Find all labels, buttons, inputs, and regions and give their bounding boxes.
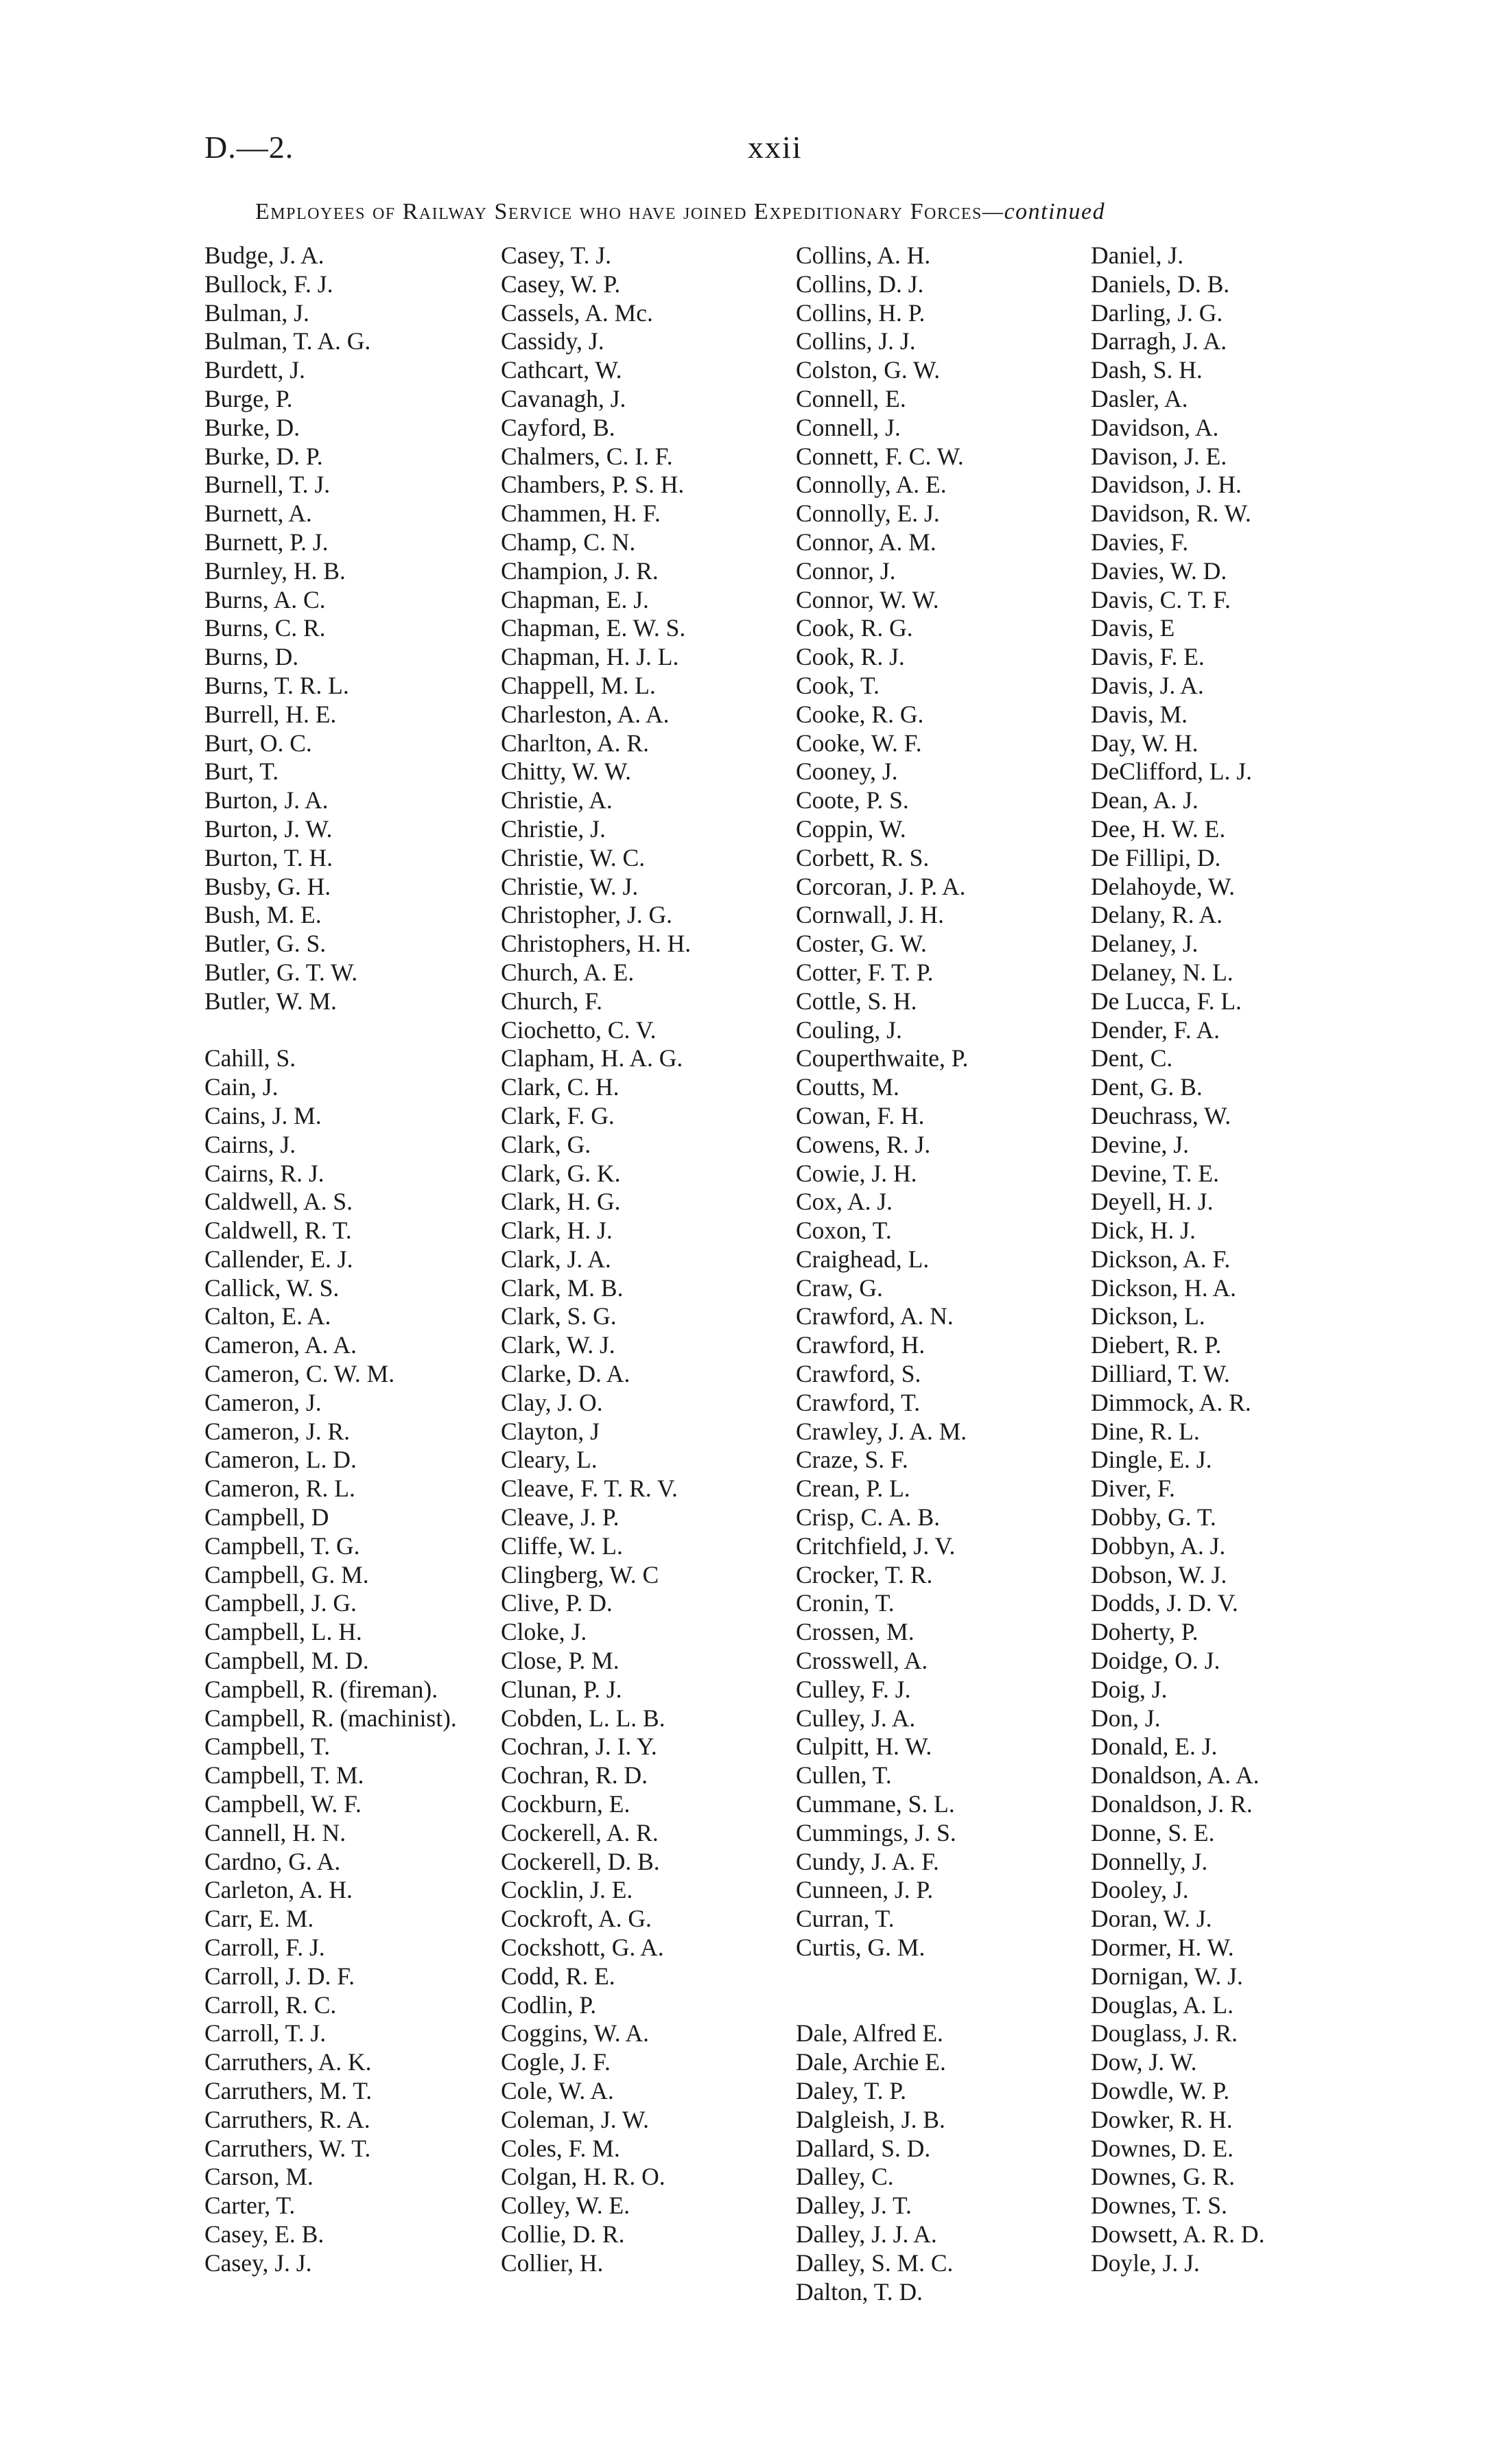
list-item: Codd, R. E. (501, 1962, 615, 1990)
list-item: Davis, J. A. (1091, 671, 1204, 699)
list-item: Connolly, E. J. (796, 500, 940, 528)
list-item: Dalgleish, J. B. (796, 2105, 945, 2133)
list-item: Davies, W. D. (1091, 556, 1227, 585)
list-item: Campbell, R. (fireman). (204, 1675, 438, 1703)
list-item: Davis, M. (1091, 700, 1188, 728)
list-item: Diver, F. (1091, 1475, 1175, 1503)
list-item: Crawford, A. N. (796, 1302, 954, 1330)
list-item: Dornigan, W. J. (1091, 1962, 1243, 1990)
page-code: D.—2. (204, 130, 294, 165)
list-item: Casey, E. B. (204, 2220, 324, 2248)
list-item: Chapman, E. J. (501, 585, 649, 613)
list-item: Collins, D. J. (796, 270, 924, 298)
list-item: Campbell, W. F. (204, 1790, 362, 1818)
list-item: Burns, A. C. (204, 585, 326, 613)
list-item: Cobden, L. L. B. (501, 1704, 665, 1732)
list-item: Delany, R. A. (1091, 901, 1223, 929)
list-item: Dickson, H. A. (1091, 1274, 1237, 1302)
list-item: Dalley, C. (796, 2163, 894, 2191)
list-item: Daniels, D. B. (1091, 270, 1230, 298)
list-item: Clark, F. G. (501, 1101, 615, 1129)
list-item: Collier, H. (501, 2249, 604, 2277)
list-item: Cardno, G. A. (204, 1847, 341, 1875)
list-item: Bulman, J. (204, 298, 309, 327)
name-column-2 (501, 242, 691, 2278)
list-item: Corcoran, J. P. A. (796, 872, 966, 900)
list-item: Ciochetto, C. V. (501, 1016, 657, 1044)
list-item: Culley, F. J. (796, 1675, 911, 1703)
list-item: Clay, J. O. (501, 1388, 603, 1416)
name-column-4 (1091, 242, 1264, 2278)
list-item: Dalley, S. M. C. (796, 2249, 954, 2277)
list-item: Clapham, H. A. G. (501, 1044, 683, 1072)
list-item: Cook, R. G. (796, 614, 913, 642)
list-item: Christie, J. (501, 814, 606, 843)
list-item: Daniel, J. (1091, 242, 1184, 269)
list-item: Couperthwaite, P. (796, 1044, 969, 1072)
list-item: Cameron, J. (204, 1388, 322, 1416)
list-item: Cockroft, A. G. (501, 1905, 652, 1933)
list-item: Culley, J. A. (796, 1704, 916, 1732)
list-item: Cochran, J. I. Y. (501, 1733, 657, 1761)
list-item: Cochran, R. D. (501, 1761, 648, 1790)
list-item: Don, J. (1091, 1704, 1161, 1732)
list-item: Burnley, H. B. (204, 556, 346, 585)
list-item: DeClifford, L. J. (1091, 758, 1252, 786)
list-item: Carroll, T. J. (204, 2019, 327, 2048)
list-item: Carson, M. (204, 2163, 314, 2191)
list-item: Cliffe, W. L. (501, 1532, 623, 1560)
list-item: Christie, A. (501, 786, 613, 814)
list-item: Bullock, F. J. (204, 270, 333, 298)
list-item: Chitty, W. W. (501, 758, 632, 786)
list-item: Chappell, M. L. (501, 671, 656, 699)
list-item: Dobbyn, A. J. (1091, 1532, 1226, 1560)
list-item: Craze, S. F. (796, 1446, 908, 1474)
list-item: Colgan, H. R. O. (501, 2163, 665, 2191)
list-item: Day, W. H. (1091, 729, 1199, 757)
list-item: Burns, D. (204, 643, 299, 671)
list-item: Callender, E. J. (204, 1245, 353, 1273)
list-item: Cockerell, D. B. (501, 1847, 660, 1875)
list-item: Dine, R. L. (1091, 1417, 1200, 1445)
list-item: Cairns, J. (204, 1130, 296, 1158)
list-item: Chammen, H. F. (501, 500, 661, 528)
list-item: Campbell, T. (204, 1733, 331, 1761)
list-item: Coutts, M. (796, 1073, 899, 1101)
list-item: Cottle, S. H. (796, 987, 917, 1015)
list-item: Clark, G. K. (501, 1159, 621, 1187)
list-item: Cavanagh, J. (501, 384, 626, 412)
list-item: Casey, J. J. (204, 2249, 312, 2277)
list-item: Dickson, A. F. (1091, 1245, 1231, 1273)
list-item: Collins, A. H. (796, 242, 931, 269)
list-item: Coleman, J. W. (501, 2105, 649, 2133)
list-item: Carter, T. (204, 2192, 296, 2220)
list-item: Cains, J. M. (204, 1101, 322, 1129)
list-item: Campbell, R. (machinist). (204, 1704, 457, 1732)
list-item: Dobson, W. J. (1091, 1560, 1227, 1588)
list-item: Couling, J. (796, 1016, 902, 1044)
list-item: Darragh, J. A. (1091, 327, 1227, 355)
list-item: Cairns, R. J. (204, 1159, 324, 1187)
heading-title: Employees of Railway Service who have joined Expeditionary Forces (255, 199, 982, 224)
list-item: Cogle, J. F. (501, 2048, 611, 2076)
list-item: Church, F. (501, 987, 603, 1015)
list-item: Collins, H. P. (796, 298, 925, 327)
list-item: Donaldson, J. R. (1091, 1790, 1253, 1818)
list-item: Cooke, R. G. (796, 700, 924, 728)
column-gap (796, 1962, 968, 1991)
list-item: Cornwall, J. H. (796, 901, 944, 929)
list-item: Donaldson, A. A. (1091, 1761, 1260, 1790)
list-item: Christie, W. J. (501, 872, 639, 900)
list-item: Cole, W. A. (501, 2077, 614, 2104)
list-item: Doidge, O. J. (1091, 1647, 1220, 1675)
column-gap (796, 1991, 968, 2020)
list-item: Campbell, T. G. (204, 1532, 360, 1560)
list-item: Delahoyde, W. (1091, 872, 1236, 900)
list-item: Campbell, T. M. (204, 1761, 364, 1790)
list-item: Christophers, H. H. (501, 930, 692, 958)
list-item: Cocklin, J. E. (501, 1876, 633, 1904)
list-item: Busby, G. H. (204, 872, 331, 900)
column-gap (204, 1016, 457, 1045)
list-item: Cannell, H. N. (204, 1818, 346, 1846)
list-item: De Fillipi, D. (1091, 843, 1221, 871)
list-item: Cook, R. J. (796, 643, 905, 671)
list-item: Connett, F. C. W. (796, 442, 964, 470)
list-item: Clark, G. (501, 1130, 591, 1158)
list-item: Christie, W. C. (501, 843, 646, 871)
list-item: Coles, F. M. (501, 2134, 620, 2162)
list-item: Clark, W. J. (501, 1331, 615, 1359)
list-item: Chambers, P. S. H. (501, 471, 685, 499)
list-item: Crawford, T. (796, 1388, 921, 1416)
list-item: Burke, D. P. (204, 442, 323, 470)
list-item: Donnelly, J. (1091, 1847, 1208, 1875)
list-item: Butler, W. M. (204, 987, 337, 1015)
list-item: Connell, J. (796, 413, 901, 441)
list-item: Burt, T. (204, 758, 279, 786)
list-item: Charlton, A. R. (501, 729, 649, 757)
list-item: Corbett, R. S. (796, 843, 930, 871)
list-item: Cockshott, G. A. (501, 1934, 664, 1962)
list-item: Clark, C. H. (501, 1073, 619, 1101)
list-item: Carroll, R. C. (204, 1991, 337, 2019)
list-item: Clingberg, W. C (501, 1560, 659, 1588)
list-item: Clarke, D. A. (501, 1360, 630, 1388)
list-item: Campbell, G. M. (204, 1560, 369, 1588)
list-item: Burdett, J. (204, 356, 305, 384)
list-item: Dale, Alfred E. (796, 2019, 943, 2048)
heading-continued: —continued (982, 199, 1106, 224)
list-item: Dowdle, W. P. (1091, 2077, 1230, 2104)
list-item: Carleton, A. H. (204, 1876, 353, 1904)
list-item: Donald, E. J. (1091, 1733, 1218, 1761)
list-item: Cleary, L. (501, 1446, 598, 1474)
list-item: Charleston, A. A. (501, 700, 670, 728)
list-item: Cummings, J. S. (796, 1818, 956, 1846)
list-item: Champion, J. R. (501, 556, 659, 585)
list-item: Dilliard, T. W. (1091, 1360, 1230, 1388)
list-item: Bulman, T. A. G. (204, 327, 371, 355)
list-item: Carr, E. M. (204, 1905, 314, 1933)
list-item: Cundy, J. A. F. (796, 1847, 939, 1875)
list-item: Coote, P. S. (796, 786, 909, 814)
list-item: Collins, J. J. (796, 327, 916, 355)
list-item: Burns, T. R. L. (204, 671, 349, 699)
list-item: Crisp, C. A. B. (796, 1503, 941, 1532)
list-item: Cloke, J. (501, 1618, 587, 1646)
list-item: Burnett, A. (204, 500, 312, 528)
list-item: Doherty, P. (1091, 1618, 1199, 1646)
list-item: Doran, W. J. (1091, 1905, 1212, 1933)
list-item: Burnell, T. J. (204, 471, 331, 499)
list-item: Clunan, P. J. (501, 1675, 622, 1703)
list-item: Dash, S. H. (1091, 356, 1203, 384)
list-item: Dalley, J. J. A. (796, 2220, 937, 2248)
list-item: Cockburn, E. (501, 1790, 630, 1818)
list-item: Crean, P. L. (796, 1475, 910, 1503)
list-item: Dodds, J. D. V. (1091, 1589, 1238, 1617)
list-item: Coppin, W. (796, 814, 906, 843)
list-item: Dent, C. (1091, 1044, 1173, 1072)
list-item: Cameron, J. R. (204, 1417, 350, 1445)
list-item: Dormer, H. W. (1091, 1934, 1234, 1962)
list-item: Cameron, A. A. (204, 1331, 357, 1359)
list-item: Deuchrass, W. (1091, 1101, 1231, 1129)
list-item: Carruthers, A. K. (204, 2048, 372, 2076)
list-item: Cassidy, J. (501, 327, 604, 355)
list-item: Burke, D. (204, 413, 300, 441)
list-item: Cathcart, W. (501, 356, 622, 384)
list-item: Davis, C. T. F. (1091, 585, 1231, 613)
list-item: De Lucca, F. L. (1091, 987, 1242, 1015)
list-item: Dooley, J. (1091, 1876, 1189, 1904)
list-item: Dean, A. J. (1091, 786, 1199, 814)
list-item: Critchfield, J. V. (796, 1532, 956, 1560)
list-item: Calton, E. A. (204, 1302, 331, 1330)
list-item: Coggins, W. A. (501, 2019, 650, 2048)
list-item: Connor, W. W. (796, 585, 939, 613)
page-number: xxii (748, 130, 803, 165)
list-item: Crawford, H. (796, 1331, 925, 1359)
list-item: Carroll, J. D. F. (204, 1962, 355, 1990)
list-item: Clayton, J (501, 1417, 600, 1445)
list-item: Cotter, F. T. P. (796, 958, 934, 986)
list-item: Cahill, S. (204, 1044, 296, 1072)
list-item: Dender, F. A. (1091, 1016, 1220, 1044)
list-item: Dalton, T. D. (796, 2277, 923, 2305)
list-item: Craw, G. (796, 1274, 883, 1302)
list-item: Douglas, A. L. (1091, 1991, 1234, 2019)
list-item: Collie, D. R. (501, 2220, 625, 2248)
list-item: Church, A. E. (501, 958, 635, 986)
list-item: Downes, G. R. (1091, 2163, 1236, 2191)
list-item: Bush, M. E. (204, 901, 322, 929)
list-item: Davidson, A. (1091, 413, 1219, 441)
list-item: Deyell, H. J. (1091, 1188, 1214, 1216)
list-item: Champ, C. N. (501, 528, 636, 556)
list-item: Burton, T. H. (204, 843, 333, 871)
list-item: Butler, G. S. (204, 930, 327, 958)
list-item: Davison, J. E. (1091, 442, 1227, 470)
list-item: Campbell, L. H. (204, 1618, 362, 1646)
list-item: Devine, T. E. (1091, 1159, 1219, 1187)
list-item: Burton, J. W. (204, 814, 333, 843)
list-item: Connell, E. (796, 384, 906, 412)
list-item: Curran, T. (796, 1905, 895, 1933)
list-item: Craighead, L. (796, 1245, 930, 1273)
list-item: Cowan, F. H. (796, 1101, 925, 1129)
list-item: Cleave, F. T. R. V. (501, 1475, 678, 1503)
list-item: Douglass, J. R. (1091, 2019, 1238, 2048)
list-item: Clark, H. G. (501, 1188, 621, 1216)
list-item: Davidson, R. W. (1091, 500, 1251, 528)
list-item: Connor, A. M. (796, 528, 936, 556)
list-item: Daley, T. P. (796, 2077, 907, 2104)
list-item: Davies, F. (1091, 528, 1189, 556)
list-item: Casey, W. P. (501, 270, 621, 298)
list-item: Crossen, M. (796, 1618, 914, 1646)
list-item: Close, P. M. (501, 1647, 619, 1675)
list-item: Colston, G. W. (796, 356, 941, 384)
list-item: Darling, J. G. (1091, 298, 1223, 327)
list-item: Devine, J. (1091, 1130, 1189, 1158)
list-item: Davis, F. E. (1091, 643, 1205, 671)
list-item: Dickson, L. (1091, 1302, 1205, 1330)
list-item: Crawford, S. (796, 1360, 921, 1388)
list-item: Downes, T. S. (1091, 2192, 1227, 2220)
list-item: Carruthers, R. A. (204, 2105, 370, 2133)
list-item: Clark, S. G. (501, 1302, 617, 1330)
list-item: Dee, H. W. E. (1091, 814, 1226, 843)
list-item: Cooke, W. F. (796, 729, 922, 757)
page-heading (255, 199, 1325, 225)
list-item: Dick, H. J. (1091, 1217, 1196, 1245)
list-item: Clive, P. D. (501, 1589, 613, 1617)
list-item: Casey, T. J. (501, 242, 612, 269)
list-item: Crocker, T. R. (796, 1560, 933, 1588)
list-item: Donne, S. E. (1091, 1818, 1215, 1846)
list-item: Colley, W. E. (501, 2192, 630, 2220)
list-item: Dingle, E. J. (1091, 1446, 1212, 1474)
list-item: Chalmers, C. I. F. (501, 442, 673, 470)
list-item: Dent, G. B. (1091, 1073, 1203, 1101)
list-item: Dowsett, A. R. D. (1091, 2220, 1265, 2248)
list-item: Dalley, J. T. (796, 2192, 912, 2220)
list-item: Cooney, J. (796, 758, 898, 786)
list-item: Campbell, J. G. (204, 1589, 357, 1617)
list-item: Davidson, J. H. (1091, 471, 1242, 499)
list-item: Burns, C. R. (204, 614, 326, 642)
list-item: Delaney, J. (1091, 930, 1199, 958)
list-item: Callick, W. S. (204, 1274, 340, 1302)
list-item: Coster, G. W. (796, 930, 927, 958)
list-item: Burton, J. A. (204, 786, 329, 814)
list-item: Delaney, N. L. (1091, 958, 1234, 986)
list-item: Campbell, D (204, 1503, 329, 1532)
list-item: Cassels, A. Mc. (501, 298, 653, 327)
list-item: Cleave, J. P. (501, 1503, 619, 1532)
list-item: Carroll, F. J. (204, 1934, 325, 1962)
list-item: Dowker, R. H. (1091, 2105, 1233, 2133)
list-item: Culpitt, H. W. (796, 1733, 932, 1761)
list-item: Cowie, J. H. (796, 1159, 917, 1187)
list-item: Dimmock, A. R. (1091, 1388, 1251, 1416)
list-item: Coxon, T. (796, 1217, 892, 1245)
name-column-1 (204, 242, 457, 2278)
list-item: Clark, H. J. (501, 1217, 613, 1245)
list-item: Cullen, T. (796, 1761, 892, 1790)
list-item: Cameron, C. W. M. (204, 1360, 395, 1388)
list-item: Budge, J. A. (204, 242, 324, 269)
list-item: Caldwell, R. T. (204, 1217, 352, 1245)
list-item: Diebert, R. P. (1091, 1331, 1222, 1359)
list-item: Doyle, J. J. (1091, 2249, 1200, 2277)
list-item: Butler, G. T. W. (204, 958, 358, 986)
list-item: Christopher, J. G. (501, 901, 673, 929)
list-item: Downes, D. E. (1091, 2134, 1234, 2162)
list-item: Carruthers, M. T. (204, 2077, 373, 2104)
list-item: Codlin, P. (501, 1991, 597, 2019)
list-item: Curtis, G. M. (796, 1934, 925, 1962)
list-item: Cain, J. (204, 1073, 279, 1101)
list-item: Campbell, M. D. (204, 1647, 369, 1675)
list-item: Chapman, E. W. S. (501, 614, 686, 642)
list-item: Burrell, H. E. (204, 700, 337, 728)
list-item: Dale, Archie E. (796, 2048, 946, 2076)
list-item: Clark, J. A. (501, 1245, 611, 1273)
list-item: Dobby, G. T. (1091, 1503, 1216, 1532)
list-item: Carruthers, W. T. (204, 2134, 371, 2162)
list-item: Cayford, B. (501, 413, 615, 441)
list-item: Burge, P. (204, 384, 293, 412)
list-item: Cook, T. (796, 671, 880, 699)
list-item: Connolly, A. E. (796, 471, 947, 499)
list-item: Crosswell, A. (796, 1647, 928, 1675)
list-item: Burnett, P. J. (204, 528, 329, 556)
list-item: Davis, E (1091, 614, 1175, 642)
list-item: Cockerell, A. R. (501, 1818, 659, 1846)
list-item: Clark, M. B. (501, 1274, 624, 1302)
list-item: Burt, O. C. (204, 729, 312, 757)
name-column-3 (796, 242, 968, 2306)
list-item: Cunneen, J. P. (796, 1876, 934, 1904)
list-item: Cronin, T. (796, 1589, 895, 1617)
list-item: Dow, J. W. (1091, 2048, 1197, 2076)
list-item: Dasler, A. (1091, 384, 1188, 412)
list-item: Chapman, H. J. L. (501, 643, 679, 671)
list-item: Caldwell, A. S. (204, 1188, 353, 1216)
list-item: Cameron, L. D. (204, 1446, 357, 1474)
list-item: Dallard, S. D. (796, 2134, 931, 2162)
list-item: Cameron, R. L. (204, 1475, 355, 1503)
list-item: Crawley, J. A. M. (796, 1417, 967, 1445)
list-item: Cummane, S. L. (796, 1790, 955, 1818)
list-item: Cox, A. J. (796, 1188, 893, 1216)
list-item: Connor, J. (796, 556, 896, 585)
list-item: Cowens, R. J. (796, 1130, 931, 1158)
list-item: Doig, J. (1091, 1675, 1168, 1703)
